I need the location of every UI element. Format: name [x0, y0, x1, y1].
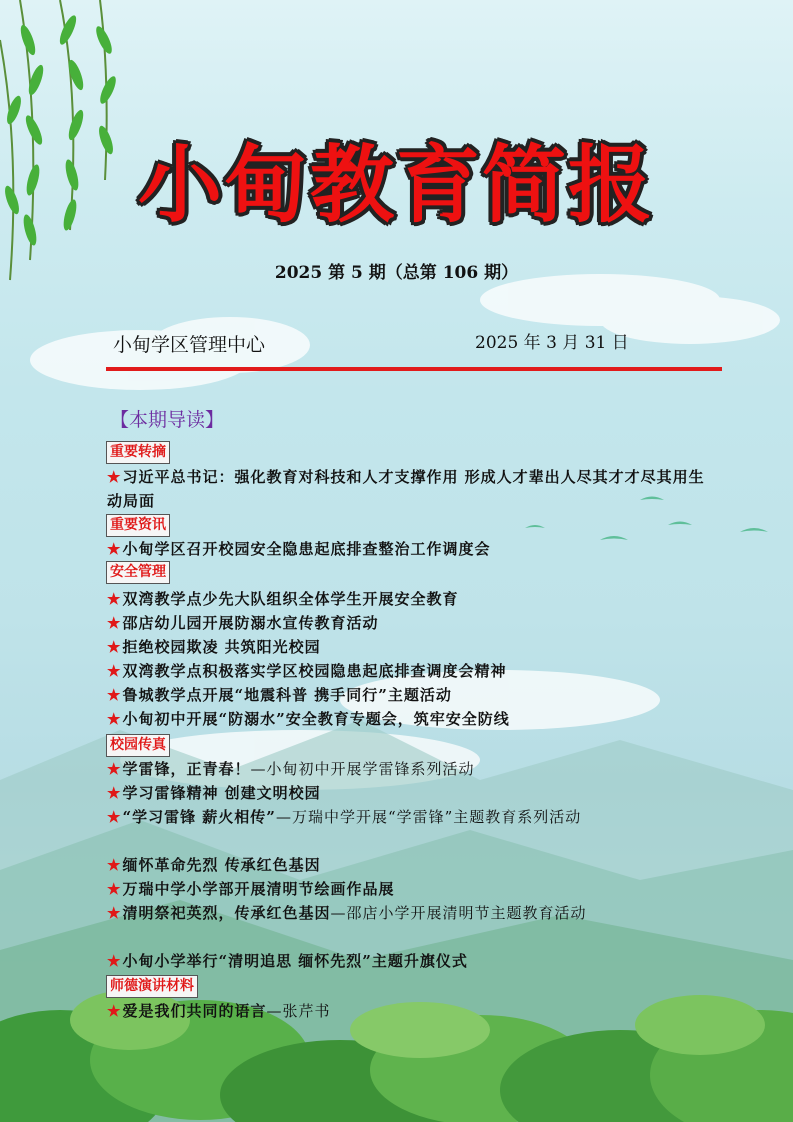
star-icon: ★: [107, 686, 122, 704]
star-icon: ★: [107, 952, 122, 970]
star-icon: ★: [107, 590, 122, 608]
bulletin-title: 小甸教育简报: [137, 136, 654, 234]
section-tag-campus-news[interactable]: 校园传真: [106, 734, 170, 757]
contents-item[interactable]: ★“学习雷锋 薪火相传”—万瑞中学开展“学雷锋”主题教育系列活动: [107, 808, 582, 826]
star-icon: ★: [107, 638, 122, 656]
red-divider: [106, 367, 722, 371]
contents-item[interactable]: ★拒绝校园欺凌 共筑阳光校园: [107, 638, 321, 656]
contents-item[interactable]: ★双湾教学点少先大队组织全体学生开展安全教育: [107, 590, 459, 608]
star-icon: ★: [107, 468, 122, 486]
star-icon: ★: [107, 760, 122, 778]
star-icon: ★: [107, 710, 122, 728]
contents-item[interactable]: ★邵店幼儿园开展防溺水宣传教育活动: [107, 614, 379, 632]
section-tag-safety-management[interactable]: 安全管理: [106, 561, 170, 584]
contents-item[interactable]: ★学习雷锋精神 创建文明校园: [107, 784, 321, 802]
section-tag-ethics-speech[interactable]: 师德演讲材料: [106, 975, 198, 998]
star-icon: ★: [107, 540, 122, 558]
star-icon: ★: [107, 784, 122, 802]
star-icon: ★: [107, 856, 122, 874]
star-icon: ★: [107, 808, 122, 826]
contents-item[interactable]: ★清明祭祀英烈，传承红色基因—邵店小学开展清明节主题教育活动: [107, 904, 587, 922]
contents-item[interactable]: ★爱是我们共同的语言—张芹书: [107, 1002, 331, 1020]
section-tag-important-news[interactable]: 重要资讯: [106, 514, 170, 537]
contents-item[interactable]: ★小甸小学举行“清明追思 缅怀先烈”主题升旗仪式: [107, 952, 468, 970]
organization-name: 小甸学区管理中心: [113, 334, 266, 356]
contents-item[interactable]: ★学雷锋，正青春！—小甸初中开展学雷锋系列活动: [107, 760, 475, 778]
star-icon: ★: [107, 904, 122, 922]
contents-item[interactable]: ★万瑞中学小学部开展清明节绘画作品展: [107, 880, 395, 898]
star-icon: ★: [107, 880, 122, 898]
section-tag-important-excerpts[interactable]: 重要转摘: [106, 441, 170, 464]
contents-item[interactable]: ★习近平总书记：强化教育对科技和人才支撑作用 形成人才辈出人尽其才才尽其用生动局面: [107, 468, 705, 510]
contents-heading: 【本期导读】: [110, 409, 225, 431]
issue-number: 2025 第 5 期（总第 106 期）: [274, 263, 519, 283]
star-icon: ★: [107, 614, 122, 632]
star-icon: ★: [107, 662, 122, 680]
contents-item[interactable]: ★小甸学区召开校园安全隐患起底排查整治工作调度会: [107, 540, 491, 558]
star-icon: ★: [107, 1002, 122, 1020]
publish-date: 2025 年 3 月 31 日: [475, 333, 629, 353]
contents-item[interactable]: ★小甸初中开展“防溺水”安全教育专题会，筑牢安全防线: [107, 710, 510, 728]
contents-item[interactable]: ★鲁城教学点开展“地震科普 携手同行”主题活动: [107, 686, 452, 704]
contents-item[interactable]: ★双湾教学点积极落实学区校园隐患起底排查调度会精神: [107, 662, 507, 680]
contents-item[interactable]: ★缅怀革命先烈 传承红色基因: [107, 856, 321, 874]
